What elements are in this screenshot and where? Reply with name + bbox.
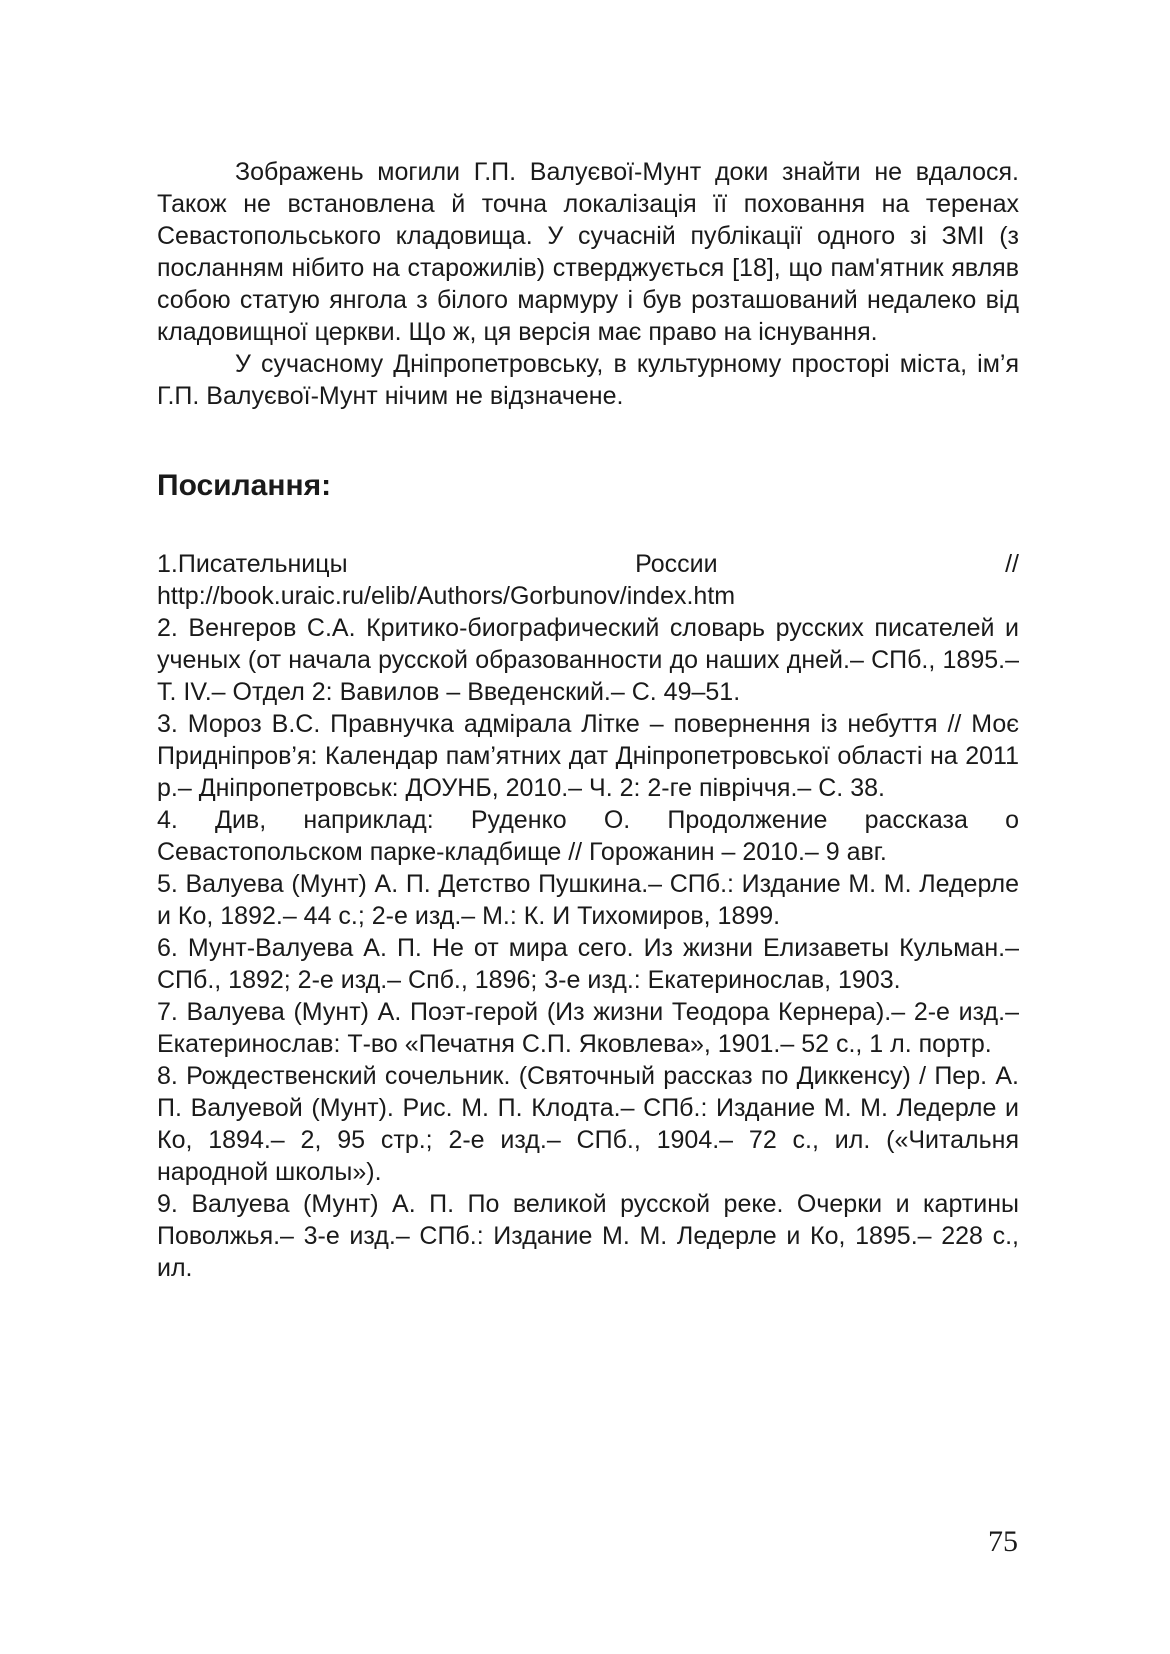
- body-paragraph: Зображень могили Г.П. Валуєвої-Мунт доки знайти не вдалося. Також не встановлена й точна локалізація її поховання на теренах Севастопольського кладовища. У сучасній публікації одного зі ЗМІ (з посланням нібито на старожилів) стверджується [18], що пам'ятник являв собою статую янгола з білого мармуру і був розташований недалеко від кладовищної церкви. Що ж, ця версія має право на існування.: [157, 158, 1019, 346]
- reference-item: 7. Валуева (Мунт) А. Поэт-герой (Из жизни Теодора Кернера).– 2-е изд.– Екатеринослав: Т-во «Печатня С.П. Яковлева», 1901.– 52 с., 1 л. портр.: [157, 998, 1019, 1058]
- page-content: [157, 156, 1019, 1284]
- reference-item: 4. Див, наприклад: Руденко О. Продолжение рассказа о Севастопольском парке-кладбище // Горожанин – 2010.– 9 авг.: [157, 806, 1019, 866]
- reference-item-1-title: 1.Писательницы России //: [157, 550, 1019, 578]
- body-paragraph: У сучасному Дніпропетровську, в культурному просторі міста, ім’я Г.П. Валуєвої-Мунт нічим не відзначене.: [157, 350, 1019, 410]
- reference-item: 2. Венгеров С.А. Критико-биографический словарь русских писателей и ученых (от начала русской образованности до наших дней.– СПб., 1895.– Т. IV.– Отдел 2: Вавилов – Введенский.– С. 49–51.: [157, 614, 1019, 706]
- reference-item: 8. Рождественский сочельник. (Святочный рассказ по Диккенсу) / Пер. А. П. Валуевой (Мунт). Рис. М. П. Клодта.– СПб.: Издание М. М. Ледерле и Ко, 1894.– 2, 95 стр.; 2-е изд.– СПб., 1904.– 72 с., ил. («Читальня народной школы»).: [157, 1062, 1019, 1186]
- reference-item: 5. Валуева (Мунт) А. П. Детство Пушкина.– СПб.: Издание М. М. Ледерле и Ко, 1892.– 44 с.; 2-е изд.– М.: К. И Тихомиров, 1899.: [157, 870, 1019, 930]
- reference-item-1: [157, 548, 1019, 612]
- reference-item: 9. Валуева (Мунт) А. П. По великой русской реке. Очерки и картины Поволжья.– 3-е изд.– СПб.: Издание М. М. Ледерле и Ко, 1895.– 228 с., ил.: [157, 1190, 1019, 1282]
- reference-item-1-url: http://book.uraic.ru/elib/Authors/Gorbunov/index.htm: [157, 582, 736, 610]
- reference-item: 6. Мунт-Валуева А. П. Не от мира сего. Из жизни Елизаветы Кульман.– СПб., 1892; 2-е изд.– Спб., 1896; 3-е изд.: Екатеринослав, 1903.: [157, 934, 1019, 994]
- reference-list: [157, 548, 1019, 1284]
- reference-item: 3. Мороз В.С. Правнучка адмірала Літке – повернення із небуття // Моє Придніпров’я: Календар пам’ятних дат Дніпропетровської області на 2011 р.– Дніпропетровськ: ДОУНБ, 2010.– Ч. 2: 2-ге півріччя.– С. 38.: [157, 710, 1019, 802]
- page-number: 75: [988, 1525, 1018, 1558]
- references-heading: Посилання:: [157, 469, 332, 502]
